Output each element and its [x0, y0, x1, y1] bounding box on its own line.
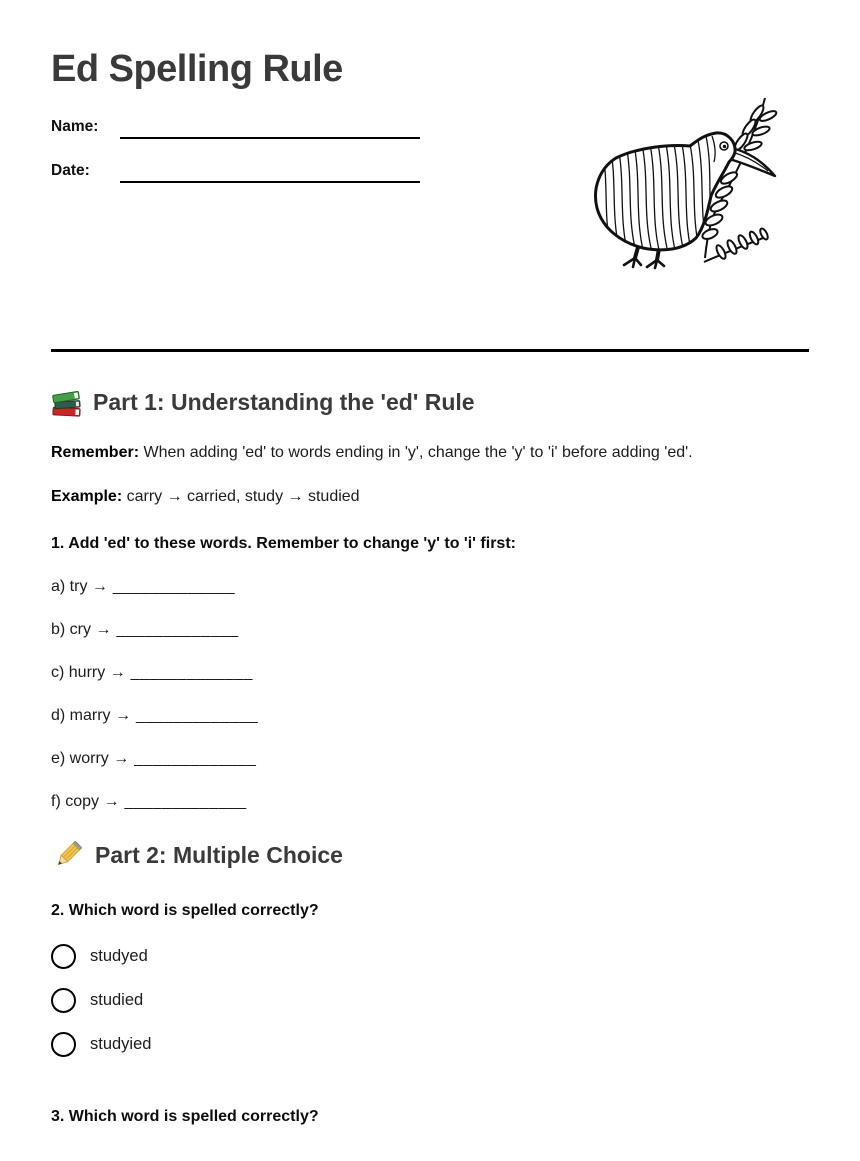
radio-button-icon[interactable]: [51, 1032, 76, 1057]
fill-item-c-blank[interactable]: _____________: [130, 664, 253, 682]
fill-item-f: [51, 793, 809, 811]
fill-item-a-blank[interactable]: _____________: [112, 578, 236, 596]
fill-item-b-label: b) cry →: [51, 621, 112, 639]
fill-item-e-blank[interactable]: _____________: [134, 750, 257, 768]
radio-option-label: studyed: [90, 947, 148, 966]
part2-heading-text: Part 2: Multiple Choice: [95, 842, 343, 869]
radio-option-studyied[interactable]: [51, 1032, 809, 1057]
radio-option-label: studyied: [90, 1035, 152, 1054]
fill-item-e-label: e) worry →: [51, 750, 130, 768]
question-3: 3. Which word is spelled correctly?: [51, 1108, 319, 1126]
fill-item-c-label: c) hurry →: [51, 664, 126, 682]
name-input-line[interactable]: [120, 117, 420, 139]
remember-note: [51, 443, 809, 462]
fill-item-a: [51, 578, 809, 596]
question-2-options: [51, 944, 809, 1057]
radio-option-label: studied: [90, 991, 144, 1010]
fill-item-f-blank[interactable]: _____________: [124, 793, 247, 811]
radio-option-studyed[interactable]: [51, 944, 809, 969]
example-text: carry → carried, study → studied: [126, 488, 360, 506]
radio-option-studied[interactable]: [51, 988, 809, 1013]
example-note: [51, 487, 809, 506]
books-icon: [51, 388, 82, 417]
question-2: 2. Which word is spelled correctly?: [51, 902, 319, 920]
name-label: Name:: [51, 117, 99, 135]
part1-heading-text: Part 1: Understanding the 'ed' Rule: [93, 389, 475, 415]
date-label: Date:: [51, 161, 90, 179]
radio-button-icon[interactable]: [51, 988, 76, 1013]
fill-item-f-label: f) copy →: [51, 793, 120, 811]
date-input-line[interactable]: [120, 161, 420, 183]
fill-item-d-label: d) marry →: [51, 707, 131, 725]
fill-item-d-blank[interactable]: _____________: [136, 707, 259, 725]
question-1: 1. Add 'ed' to these words. Remember to change 'y' to 'i' first:: [51, 535, 516, 553]
pencil-icon: [51, 839, 84, 872]
example-label: Example:: [51, 488, 123, 506]
fill-item-b: [51, 621, 809, 639]
worksheet-body: [0, 388, 860, 1126]
page-title: Ed Spelling Rule: [51, 48, 343, 90]
radio-button-icon[interactable]: [51, 944, 76, 969]
fill-item-e: [51, 750, 809, 768]
fill-item-c: [51, 664, 809, 682]
fill-item-b-blank[interactable]: _____________: [116, 621, 239, 639]
part2-heading: [51, 839, 809, 872]
remember-text: When adding 'ed' to words ending in 'y', change the 'y' to 'i' before adding 'ed'.: [143, 444, 693, 461]
fill-item-a-label: a) try →: [51, 578, 108, 596]
kiwi-illustration: [578, 90, 780, 270]
part1-heading: [51, 388, 809, 417]
remember-label: Remember:: [51, 444, 140, 461]
fill-item-d: [51, 707, 809, 725]
kiwi-bird-icon: [578, 90, 780, 270]
